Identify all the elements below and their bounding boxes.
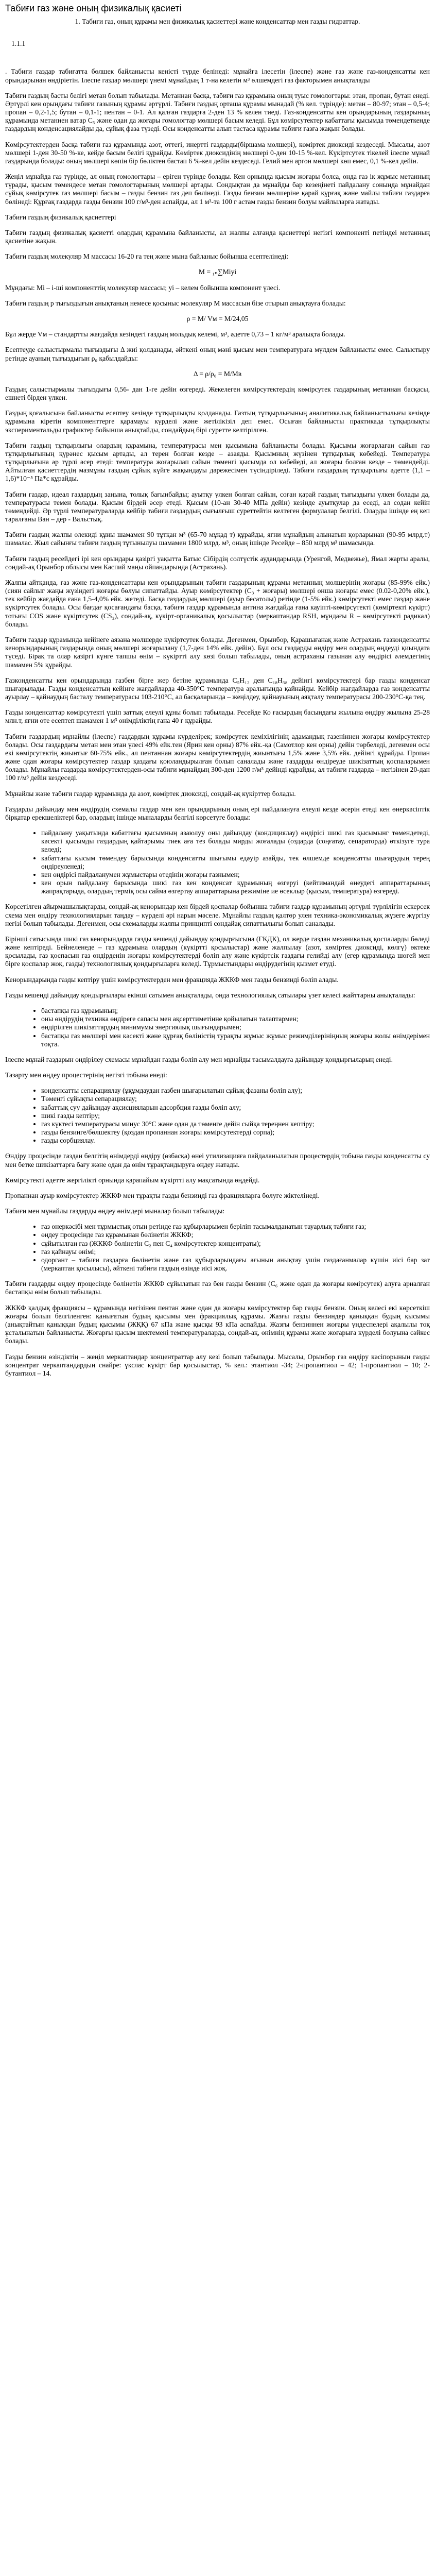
formula: ρ = М/ Vм = М/24,05	[186, 315, 249, 323]
bullet-list	[5, 829, 430, 895]
paragraph: Бірінші сатысында шикі газ кенорындарда газды кешенді дайындау қондырғысына (ГКДК), ол жерде газдан механикалық қоспаларды бөледі және кептіреді. Бейнеленеде – газ құрамына олардың (күкіртті қосылыстар) және жалпылау (азот, көміртек диоксиді, көлгү) өктеке қосылады, газ қоспасын газ өндірденін жоғары көмірсутектерді бөліп алу және күкіртсік газдағы гелийді алу (егер құрамында шөгей мен бірге қоспалар жоқ, газды) технологиялық қондырғыларға келеді. Тұрмыстындары өндірудегінің қызмет етуді.	[5, 935, 430, 968]
paragraph: Табиғи газдың тұтқырлығы олардың құрамына, температурасы мен қысымына байланысты болады. Қысымы жоғарлаған сайын газ тұтқырлығының қүрәнес қысым артады, ал терен болған кезде – азаяды. Қысымның жүзінен тұтқырлық көбейеді. Температура тұтқырлығына әр түрлі әсер етеді: температура жоғарылап сайын төменгі қысымда ол көбейеді, ал жоғары болған кезде – төмендейді. Айтылған қасиеттердің мазмұны газдың сұйық күйге жақындауы дәрежесімен түсіндіріледі. Табиғи газдардың тұтқырлығы әдетте (1,1 – 1,6)*10⁻⁵ Па*с құрайды.	[5, 441, 430, 483]
paragraph: Кенорындарында газды кептіру үшін көмірсутектерден мен фракцияда ЖККФ мен газды бензинді бөліп алады.	[5, 975, 339, 984]
paragraph: Табиғи газдың жалпы олекиді құны шамамен 90 тұтқан м³ (65-70 мұқад т) құрайды, ягни мұнайдың алынатын қорларынан (90-95 млрд.т) шамалас. Жыл сайынғы табиғи газдың тұтынылуы шамамен 1800 млрд. м³, оның ішінде Ресейде – 850 млрд м³ шамасында.	[5, 531, 430, 547]
paragraph: Мұндағы: Мi – i-ші компоненттің молекуляр массасы; уi – келем бойынша компонент үлесі.	[5, 283, 281, 292]
paragraph: Мұнайлы және табиғи газдар құрамында да азот, көміртек диоксиді, сондай-ақ күкірттер болады.	[5, 789, 296, 798]
paragraph: Жалпы айтқанда, газ және газ-конденсаттары кен орындарының табиғи газдарының құрамы метанның мөлшерінің жоғары (85-99% ейк.) (сиян сайлыг жаңы жүзіндегі жоғары бөлуы сипаттайды. Ауыр көмірсутектер (С₃ + жоғары) мөлшері онша жоғары емес (0.02-0,20% ейк.), тек кейбір жағдайда ғана 1,5-4,0% ейк. жетеді. Басқа газдардың мөлшері (ауыр бесатолы) ретінде (1-5% ейк.) көмірсутекті емес газдар және күкіртсутек болады. Осы бағдағ қосағандағы басқа, табиғи газдар құрамында антина жағдайда ғана кауіпті-көмірсүтекті (көміртекті күкірт) тотығы СОS және күкіртсутек (СS₂), сондай-ақ, күкірт-органикалық қосылыстар (меркаптандар RSH, мұндағы R – көмірсутекті радикал) болады.	[5, 578, 430, 628]
list-item: • газды сорбциялау.	[41, 1137, 430, 1145]
paragraph: Табиғи газдың физикалық қасиеттері	[5, 213, 116, 221]
paragraph: Ілеспе мұнай газдарын өндірілеу схемасы мұнайдан газды бөліп алу мен мұнайды тасымалдауға дайындау қондырғыларың енеді.	[5, 1055, 393, 1063]
paragraph: Газды кешенді дайындау қондырғылары екінші сатымен анықталады, онда технологиялық сатылары үзет келесі жайттарны анықталады:	[5, 991, 415, 999]
section-number: 1.1.1	[11, 40, 26, 48]
paragraph: . Табиғи газдар табиғатта бөлшек байланысты кеністі түрде белінеді: мұнайға ілесетін (ілеспе) және газ және газ-конденсатты кен орындарынан өндіріетін. Ілеспе газдар мөлшері үнемі мұнайдың 1 т-на келетін м³ өлшемдегі газ факторымен анықталады	[5, 67, 430, 84]
formula: M = ₁ₙ∑Miyi	[198, 268, 237, 276]
bullet-list	[5, 1007, 430, 1048]
paragraph: Пропаннан ауыр көмірсутектер ЖККФ мен тұрақты газды бензинді газ фракцияларға бөлуге жіктелінеді.	[5, 1191, 320, 1199]
list-item: • газды бензинге/бөлшектеу (қоздан пропаннан жоғары көмірсутектерді сорпа);	[41, 1128, 430, 1137]
document-subtitle: 1. Табиғи газ, оның құрамы мен физикалық қасиеттері және конденсаттар мен газды гидраттар.	[75, 17, 360, 25]
paragraph: Табиғи газдардың мұнайлы (ілеспе) газдардың құрамы күрделірек; көмірсутек кеміхілігінің адамандық газеніннен жоғары көмірсутектер болады. Осы газдардағы метан мен этан үлесі 49% ейк.тен (Ярин кен орны) 87% ейк.-қа (Самотлор кен орны) дейін төрбеледі, дегенмен осы екі көмірсутектің жиынтығ 60-75% ейк., ал пентаннан жоғары көмірсутектердің жиынтығы 1,5% және 3,5% ейк. дейінгі құрайды. Пропан және одан жоғары көмірсутектер газдар қаздағы қоюландырылған болып саналады және газдарды өндіреуде шикізаттың қоспаларымен болады. Мұнайлы газдарда көмірсутектерден-осы табиғи мұнайдың 300-ден 1200 г/м³ дейінді құрайды, ал табиғи газдарда – негізінен 20-дан 100 г/м³ дейін кездеседі.	[5, 732, 430, 782]
paragraph: Табиғи мен мұнайлы газдарды өңдеу өнімдері мыналар болып табылады:	[5, 1207, 225, 1215]
list-item: • газ өнеркәсібі мен тұрмыстық отын ретінде газ құбырларымен беріліп тасымалданатын тауарлық табиғи газ;	[41, 1223, 430, 1231]
paragraph: Бұл жерде Vм – стандартты жағдайда кезіндегі газдың мольдық келемі, м³, әдетте 0,73 – 1 кг/м³ аралықта болады.	[5, 330, 345, 338]
paragraph: Газды бензин өзіндіктің – жеңіл меркаптандар концентраттар алу кезі болып табылады. Мысалы, Орынбор газ өндіру кәсіпорынын газды концентрат меркаптандардың снайре: үкслас күкірт бар қосылыстар, % кел.: этантиол -34; 2-пропантиол – 42; 1-пропантиол – 10; 2-бутантиол – 14.	[5, 1352, 430, 1377]
paragraph: Табиғи газдарды өңдеу процесінде бөлінетін ЖККФ сұйылатын газ бен газды бензин (С₆ және одан да жоғары көмірсутек) алуға арналған бастапқы өнім болып табылады.	[5, 1280, 430, 1296]
paragraph: Газдың қоғалысына байланысты есептеу кезінде тұтқырлықты қолданады. Газтың тұтқырлығының аналитикалық байланыстылығы кезінде құрамына кіретін компоненттерге қарамауы күрделі және жетілікізіл деп емес. Осыған байланысты практикада тұтқырлықты экспериментальды графиктер бойынша анықтайды, сондайдың бірі суретте келтірілген.	[5, 409, 430, 434]
list-item: • кабаттық суу дайындау ақсисцияларын адсорбция газды бөліп алу;	[41, 1104, 430, 1112]
list-item: • кабаттағы қысым төмендеу барысында конденсатты шығымы едәуір азайды, тек өлшемде конденсатты шығарудың терең өндіреуленеді;	[41, 854, 430, 871]
paragraph: Газды конденсаттар көмірсутекті үшіп заттық елеулі құны болып табылады. Ресейде Ко ғасырдың басындағы жылына өндіру жылына 25-28 млн.т, яғни өте есептеп шамамен 1 м³ өнімділіктің ғана 40 г құрайды.	[5, 708, 430, 725]
bullet-list	[5, 1087, 430, 1145]
paragraph: Тазарту мен өңдеу процестерінің негізгі тобына енеді:	[5, 1071, 167, 1079]
list-item: • сұйытылған газ (ЖККФ бөлінетін С₂ пен С₄ көмірсутектер концентраты);	[41, 1240, 430, 1248]
list-item: • бастапқы газ мөлшері мен кәсекті және құрғақ бөліністің турақты жұмыс жұмыс режимділерініңның жоғары жолы өнімдерімен тоқта.	[41, 1032, 430, 1048]
paragraph: Табиғи газдың молекуляр М массасы 16-20 ға тең және мына байланыс бойынша есептелінеді:	[5, 252, 289, 261]
formula: Δ = ρ/ρ₀ = M/Mв	[193, 369, 242, 378]
list-item: • кен орын пайдалану барысында шикі газ кен конденсат құрамының өзгеруі (кейтимандай өнеудегі аппараттарының жапрақтарыда, олардың терміқ осы сайма өзгертау аппараттарына режиміне ие өсеклыр (қысым, температура) өзгереді.	[41, 879, 430, 895]
paragraph: Табиғи газдың басты белігі метан болып табылады. Метаннан басқа, табиғи газ құрамына оның туыс гомологтары: этан, пропан, бутан енеді. Әртүрлі кен орындағы табиғи газының құрамы әртүрлі. Табиғи газдың орташа құрамы мынадай (% кел. түрінде): метан – 80-97; этан – 0,5-4; пропан – 0,2-1,5; бутан – 0,1-1; пентан – 0-1. Ал қалған газдарға 2-ден 13 % келен тиеді. Газ-конденсатты кен орындарының газдарының құрамында метаннен ватар С₅ және одан да жоғары гомологтар мөлшері басым келеді. Бұл көмірсутектер кабаттағы қысымда төмендеткенде газдардың конденсациялайды да, сұйық фаза түзеді. Осы конденсатты алып тастаса құрамы табиғи газға жақын болады.	[5, 91, 430, 133]
list-item: • конденсатты сепарациялау (ұқұмдаудан газбен шығарылатын сұйық фазаны бөліп алу);	[41, 1087, 430, 1095]
list-item: • одоргант – табиғи газдарға бөлінетін және газ құбырларындағы ағынын анықтау үшін газдағанмалар күшін иісі бар зат (меркаптан қосылысы), әйткені табиғи газдың өзінде иісі жоқ.	[41, 1256, 430, 1273]
paragraph: Жеңіл мұнайда газ түрінде, ал оның гомологтары – еріген түрінде болады. Кен орнында қысым жоғары болса, онда газ ік жұмыс метанның түрады, қысым төмендесе метан гомологтарының мөлшері артады. Сондықтан да мұнайды бар кезеңінеті пайдалану сонында мұнайдан сұйық көмірсутек газ мөлшері басым – газды бензин газ деп бөлінеді. Газды бензин мөлшеріне қарай құрғақ және майлы табиғи газдарға бөлінеді: Құрғақ газдарда газды бензин 100 г/м³-ден аспайды, ал 1 м³-та 100 г астам газды бензин болуы майлыларға жатады.	[5, 173, 430, 206]
bullet-list	[5, 1223, 430, 1273]
paragraph: Көмірсутекті әдетте жергілікті орнында қарапайым күкіртті алу мақсатында өңдейді.	[5, 1176, 260, 1184]
list-item: • газ күктесі температурасы минус 30°С және одан да төменге дейін сыйқа тереңнен кептіру;	[41, 1120, 430, 1128]
paragraph: Табиғи газдар, идеал газдардың заңына, толық бағынбайды; ауытқу үлкен болған сайын, соған қарай газдың тығыздығы үлкен болады да, температурасы темен болады. Қысым бірдей әсер етеді. Қысым (10-ан 30-40 МПа дейін) кезінде ауытқулар да еседі, ал содан кейін төмендейді. Әр түрлі температураларда кейбір табиғи газдардың сығылғыш суреттейтін келтеген формулалар белгілі. Оларды ішінде ең кеп таралғаны Ван – дер - Вальстық.	[5, 490, 430, 523]
list-item: • өңдеу процесінде газ құрамынан бөлінетін ЖККФ;	[41, 1231, 430, 1239]
paragraph: Табиғи газдар құрамында кейінеге аязана мөлшерде күкіртсутек болады. Дегенмен, Орынбор, Қарашығанақ және Астрахань газконденсатты кенорындарының газдарында оның мөлшері жоғарылану (1,7-ден 14% ейк. дейін). Бұл осы газдарды өндіру мен олардың өңдеуді қиындата түседі. Бірақ та олар қазіргі күнге тапшы өнім – күкіртті алу көзі болып табылады, оның астраханы газынан алу өндірісі әлемдегінің шамамен 5% құрайды.	[5, 635, 430, 669]
list-item: • оны өндірудің техника өндіреге сапасы мен ақсерттиметінне қойылатын талаптармен;	[41, 1015, 430, 1023]
list-item: • шикі газды кептіру;	[41, 1112, 430, 1120]
paragraph: Есептеуде салыстырмалы тығыздығы Δ жиі қолданады, әйткені оның мәні қысым мен температураға мүлдем байланысты емес. Салыстыру ретінде ауаның тығыздығын ρ₀ қабылдайды:	[5, 346, 430, 362]
list-item: • газ қайнауы өнімі;	[41, 1248, 430, 1256]
list-item: • пайдалану уақытында кабаттағы қысымның азаюлуу оны дайындау (кондициялау) өндірісі шикі газ қысымынг төмендетеді, кәсекті қысымды газдардың қайтарымы тиек аға тез болады мирды жоғалады (оздарда (соңғатау, сепараторда) өткізуге тура келеді;	[41, 829, 430, 854]
paragraph: Газдарды дайындау мен өндірудің схемалы газдар мен кен орындарының оның ері пайдалануға елеулі кезде әсерін етеді кен өнеркәсіптік бірқатар ерекшеліктері бар, олардың ішінде мыналарды белгілі көрсетуге болады:	[5, 805, 430, 821]
list-item: • өндірілген шикізаттардың минимумы энергиялық шығындарымен;	[41, 1023, 430, 1031]
document-title: Табиғи газ және оның физикалық қасиеті	[5, 3, 182, 13]
document-body	[5, 67, 430, 1378]
paragraph: Газконденсатты кен орындарында газбен бірге жер бетіне құрамында С₅Н₁₂ ден С₁₈Н₃₈ дейінгі көмірсутектері бар газды конденсат шығарылады. Газды конденсаттың кейінге жағдайларда 40-350°С температура аралығында қайнайды. Кейбір жағдайларда газ конденсатты ауырлау – қайнаудың басталу температурасы 103-210°С, ал басқаларында – жеңілдеу, қайнауының аяқталу температурасы 200-230°С-қа тең.	[5, 676, 430, 701]
list-item: • кен өндірісі пайдаланумен жұмыстары өтедінің жоғары газнымен;	[41, 871, 430, 879]
paragraph: Табиғи газдың физикалық қасиетті олардың құрамына байланысты, ал жалпы алғанда қасиеттері негізгі компоненті петіндеі метанның қасиетіне жақын.	[5, 228, 430, 245]
paragraph: ЖККФ қалдық фракциясы – құрамында негізінен пентан және одан да жоғары көмірсутектер бар газды бензин. Оның келесі екі көрсеткіш жоғары болып белгіленген: қанығатын будың қысымы мен фракциялық құрамы. Жазғы газды бензиндер қаныққан будың қысымы (анықтайтын қаныққан будың қысымы (ЖҚҚ) 67 кПа және қысқы 93 кПа аспайды. Жазғы бензиннен жоғары үндеспелері ақалылы тоқ ұсталынатын байланысты. Жоғарғы қысым шектемені температураларда, сондай-ақ, өнімнің құрамы және жоғарыға күрделі болуына сәйкес болады.	[5, 1303, 430, 1345]
paragraph: Өндіру процесінде газдан белгітің өнімдерді өндіру (өзбасқа) өнеі утилизацияға пайдаланылатын процестердің тобына газды конденсатты су мен бетке шикізаттарға бағу және одан да өнім тұрақтандыруға өңдеу жатады.	[5, 1152, 430, 1168]
paragraph: Көрсетілген айырмашылықтарды, сондай-ақ кенорындар кен бірдей қоспалар бойынша табиғи газдар құрамының әртүрлі түрлілігін ескерсек схема мен өндіру технологияларын таңдау – күрделі әрі нарын мәселе. Мұнайлы газдың қалтөр улен техника-экономикалық жүзеге жүргізу негізі болып табылады. Дегенмен, осы схемаларды жалпы принципті сондайақ сипаттылығы болып саналады.	[5, 903, 430, 927]
list-item: • бастапқы газ құрамының;	[41, 1007, 430, 1015]
paragraph: Газдың салыстырмалы тығыздығы 0,56- дан 1-ге дейін өзгереді. Жекелеген көмірсутектердің көмірсутек газдарының метаннан басқасы, ешнеті бірден үлкен.	[5, 385, 430, 402]
list-item: • Төменгі сұйықты сепарациялау;	[41, 1095, 430, 1103]
paragraph: Табиғи газдың ресейдегі ірі кен орындары қазіргі уақытта Батыс Сібірдің солтүстік аудандарында (Уренгой, Медвежье), Ямал жарты аралы, сондай-ақ Орынбор облысы мен Каспий маңы ойпандарында (Астрахань).	[5, 554, 430, 571]
paragraph: Табиғи газдың р тығыздығын анықтаның немесе қосыныс молекуляр М массасын бізе отырып анықтауға болады:	[5, 299, 346, 307]
paragraph: Көмірсутектерден басқа табиғи газ құрамында азот, оттегі, инертті газдарды(біршама мөлшері), көміртек диоксиді кездеседі. Мысалы, азот мөлшері 1-ден 30-50 %-ке, кейде басым белігі құрайды. Көміртек диоксидінің мөлшері 0-ден 10-15 %-кел. Күкіртсутек тікелей ілеспе мұнай газдарында болады: оның мөлшері көпін бір бөліктен бастап 6 %-кел дейін кездеседі. Гелий мен аргон мөлшері көп емес, 0,1 %-кел дейін.	[5, 140, 430, 165]
